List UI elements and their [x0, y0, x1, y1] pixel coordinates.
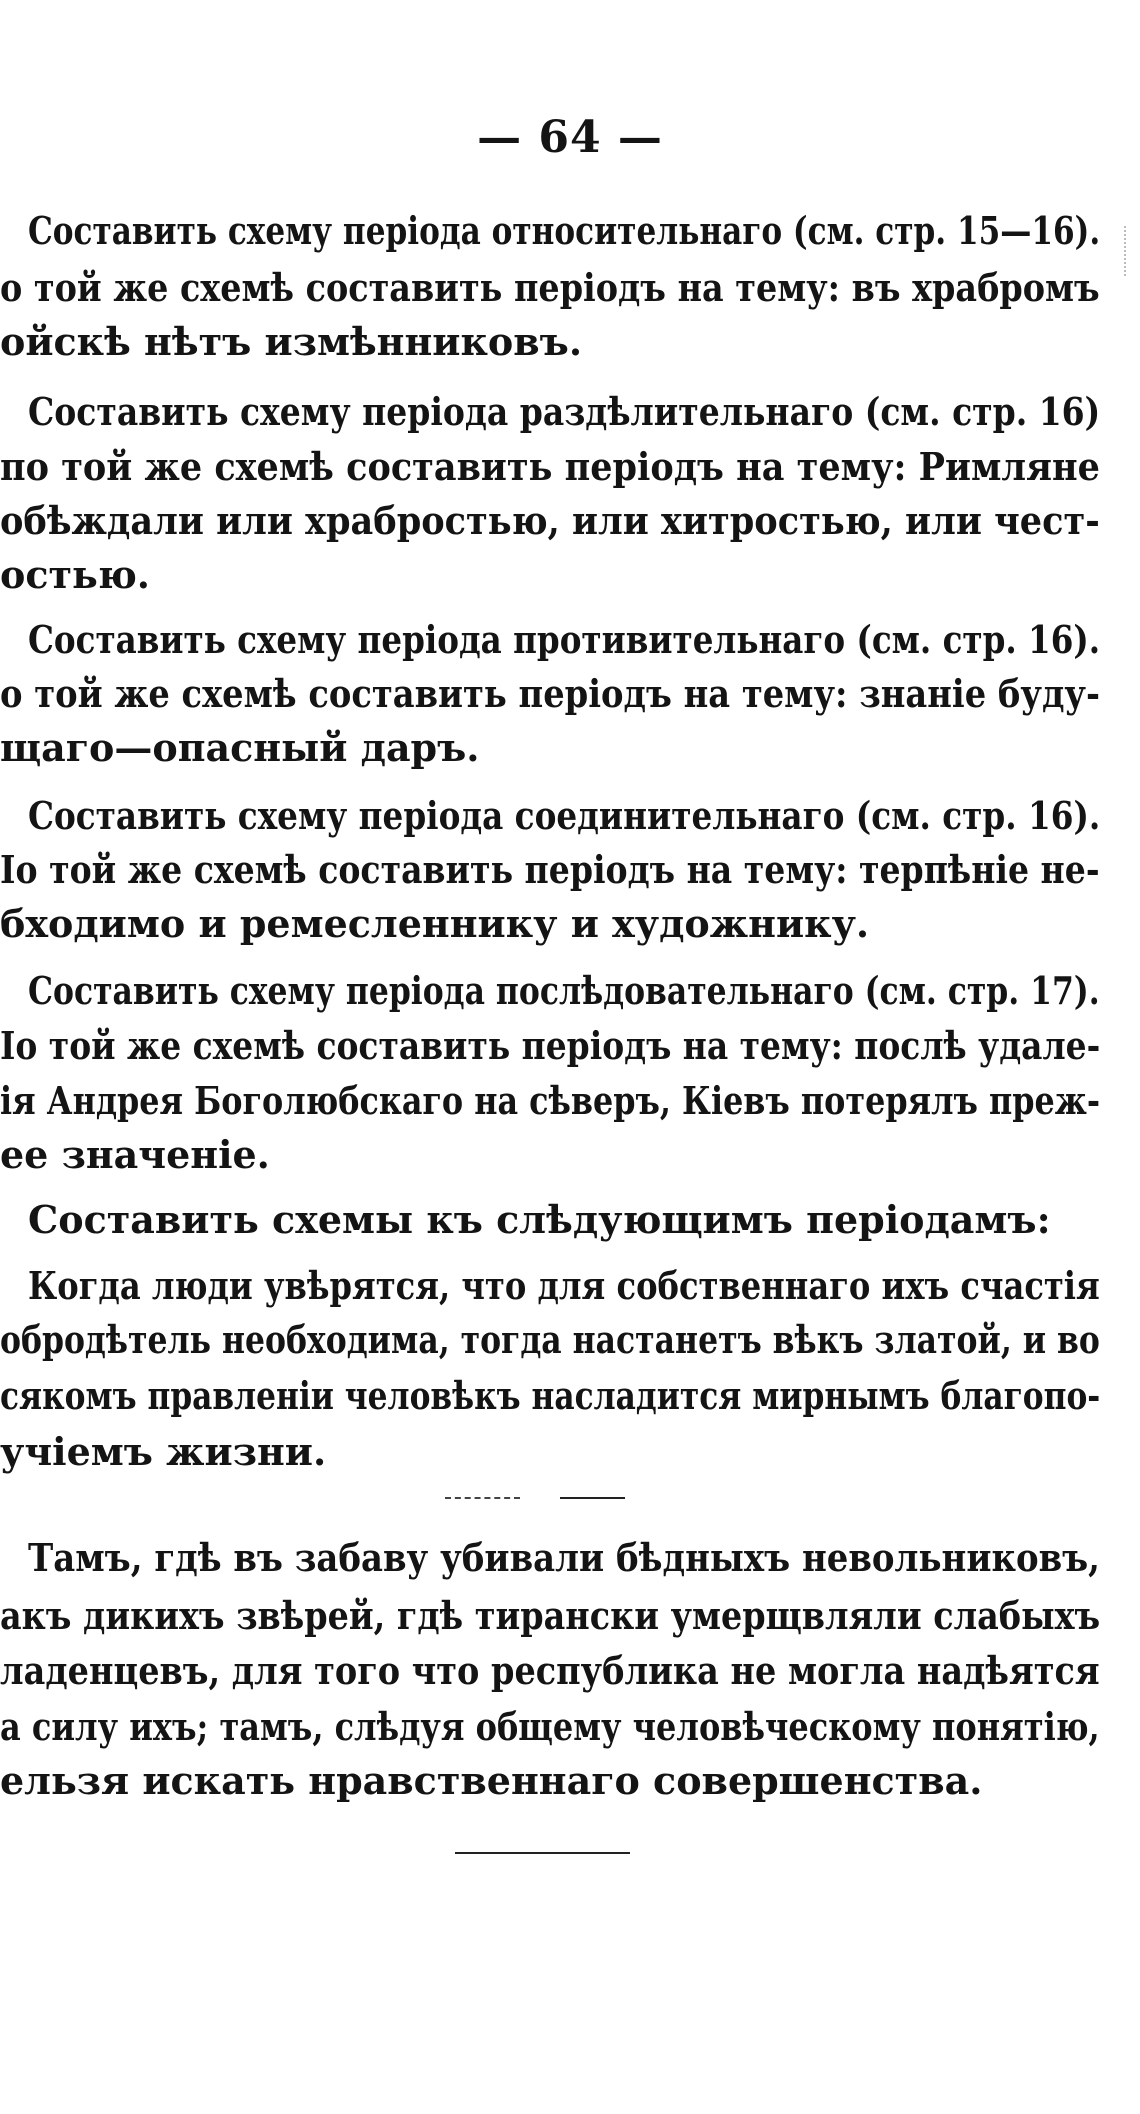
paragraph-line: ее значеніе. — [0, 1132, 270, 1177]
paragraph-line: Составить схему періода относительнаго (см. стр. 15—16). — [28, 208, 1101, 253]
paragraph-line: Составить схему періода соединительнаго (см. стр. 16). — [28, 793, 1101, 838]
paragraph-line: ойскѣ нѣтъ измѣнниковъ. — [0, 319, 583, 364]
page-number: — 64 — — [477, 112, 663, 163]
paragraph-line: Составить схему періода послѣдовательнаго (см. стр. 17). — [28, 968, 1100, 1013]
paragraph-line: а силу ихъ; тамъ, слѣдуя общему человѣческому понятію, — [0, 1704, 1100, 1749]
paragraph-line: обѣждали или храбростью, или хитростью, или чест- — [0, 498, 1100, 543]
paragraph-line: о той же схемѣ составить періодъ на тему: въ храбромъ — [0, 265, 1100, 310]
paragraph-line: Іо той же схемѣ составить періодъ на тему: терпѣніе не- — [0, 847, 1100, 892]
paragraph-line: бходимо и ремесленнику и художнику. — [0, 901, 870, 946]
paragraph-line: щаго—опасный даръ. — [0, 725, 480, 770]
paragraph-line: Составить схему періода раздѣлительнаго (см. стр. 16) — [28, 389, 1101, 434]
paragraph-line: Тамъ, гдѣ въ забаву убивали бѣдныхъ невольниковъ, — [28, 1535, 1100, 1580]
end-rule — [455, 1852, 630, 1854]
separator-dashes — [445, 1497, 520, 1499]
paragraph-line: ія Андрея Боголюбскаго на сѣверъ, Кіевъ потерялъ преж- — [0, 1078, 1101, 1123]
separator-line — [560, 1497, 625, 1499]
paragraph-line: по той же схемѣ составить періодъ на тему: Римляне — [0, 444, 1100, 489]
paragraph-line: ладенцевъ, для того что республика не могла надѣятся — [0, 1648, 1100, 1693]
paragraph-line: Составить схему періода противительнаго (см. стр. 16). — [28, 617, 1101, 662]
paragraph-line: обродѣтель необходима, тогда настанетъ вѣкъ златой, и во — [0, 1317, 1100, 1362]
paragraph-line: остью. — [0, 552, 151, 597]
paragraph-line: учіемъ жизни. — [0, 1429, 327, 1474]
paragraph-line: сякомъ правленіи человѣкъ насладится мирнымъ благопо- — [0, 1373, 1101, 1418]
paragraph-line: Составить схемы къ слѣдующимъ періодамъ: — [28, 1197, 1051, 1242]
paragraph-line: Когда люди увѣрятся, что для собственнаго ихъ счастія — [28, 1263, 1100, 1308]
paragraph-line: Іо той же схемѣ составить періодъ на тему: послѣ удале- — [0, 1023, 1101, 1068]
paragraph-line: акъ дикихъ звѣрей, гдѣ тирански умерщвляли слабыхъ — [0, 1593, 1101, 1638]
page-edge-mark — [1124, 226, 1128, 276]
paragraph-line: о той же схемѣ составить періодъ на тему: знаніе буду- — [0, 671, 1101, 716]
paragraph-line: ельзя искать нравственнаго совершенства. — [0, 1758, 983, 1803]
